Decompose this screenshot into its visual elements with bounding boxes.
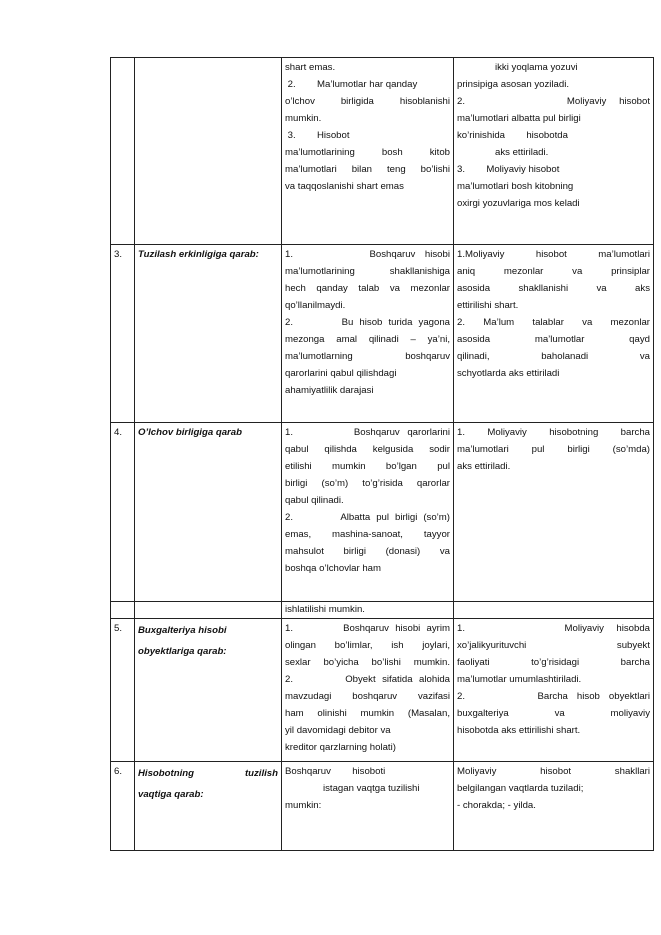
row-criterion: Hisobotning tuzilish vaqtiga qarab: (135, 762, 282, 851)
financial-accounting-cell: ikki yoqlama yozuvi prinsipiga asosan yoziladi. 2. Moliyaviy hisobot ma’lumotlari albatta pul birligi ko’rinishida hisobotda aks ettiriladi. 3. Moliyaviy hisobot ma’lumotlari bosh kitobning oxirgi yozuvlariga mos keladi (454, 58, 654, 245)
row-number (111, 602, 135, 619)
row-number: 4. (111, 423, 135, 602)
table-row (111, 762, 654, 851)
financial-accounting-cell: 1.Moliyaviy hisobot ma’lumotlari aniq mezonlar va prinsiplar asosida shakllanishi va aks ettirilishi shart. 2. Ma’lum talablar va mezonlar asosida ma’lumotlar qayd qilinadi, baholanadi va schyotlarda aks ettiriladi (454, 245, 654, 423)
row-number (111, 58, 135, 245)
financial-accounting-cell: 1. Moliyaviy hisobotning barcha ma’lumotlari pul birligi (so’mda) aks ettiriladi. (454, 423, 654, 602)
comparison-table (110, 57, 654, 851)
management-accounting-cell: shart emas. 2. Ma’lumotlar har qanday o’lchov birligida hisoblanishi mumkin. 3. Hisobot ma’lumotlarining bosh kitob ma’lumotlari bilan teng bo’lishi va taqqoslanishi shart emas (282, 58, 454, 245)
table-row (111, 245, 654, 423)
row-number: 6. (111, 762, 135, 851)
document-page (110, 57, 653, 851)
management-accounting-cell: 1. Boshqaruv hisobi ayrim olingan bo’limlar, ish joylari, sexlar bo’yicha bo’lishi mumkin. 2. Obyekt sifatida alohida mavzudagi boshqaruv vazifasi ham olinishi mumkin (Masalan, yil davomidagi debitor va kreditor qarzlarning holati) (282, 619, 454, 762)
management-accounting-cell: 1. Boshqaruv qarorlarini qabul qilishda kelgusida sodir etilishi mumkin bo’lgan pul birligi (so’m) to’g’risida qarorlar qabul qilinadi. 2. Albatta pul birligi (so’m) emas, mashina-sanoat, tayyor mahsulot birligi (donasi) va boshqa o’lchovlar ham (282, 423, 454, 602)
table-row (111, 423, 654, 602)
management-accounting-cell: 1. Boshqaruv hisobi ma’lumotlarining shakllanishiga hech qanday talab va mezonlar qo’llanilmaydi. 2. Bu hisob turida yagona mezonga amal qilinadi – ya’ni, ma’lumotlarning boshqaruv qarorlarini qabul qilishdagi ahamiyatlilik darajasi (282, 245, 454, 423)
financial-accounting-cell: Moliyaviy hisobot shakllari belgilangan vaqtlarda tuziladi; - chorakda; - yilda. (454, 762, 654, 851)
table-row (111, 619, 654, 762)
management-accounting-cell: Boshqaruv hisoboti istagan vaqtga tuzilishi mumkin: (282, 762, 454, 851)
row-criterion: Tuzilash erkinligiga qarab: (135, 245, 282, 423)
row-criterion (135, 602, 282, 619)
management-accounting-cell: ishlatilishi mumkin. (282, 602, 454, 619)
row-number: 5. (111, 619, 135, 762)
row-number: 3. (111, 245, 135, 423)
table-row (111, 602, 654, 619)
financial-accounting-cell (454, 602, 654, 619)
row-criterion (135, 58, 282, 245)
table-row (111, 58, 654, 245)
financial-accounting-cell: 1. Moliyaviy hisobda xo’jalikyurituvchi subyekt faoliyati to’g’risidagi barcha ma’lumotlar umumlashtiriladi. 2. Barcha hisob obyektlari buxgalteriya va moliyaviy hisobotda aks ettirilishi shart. (454, 619, 654, 762)
row-criterion: Buxgalteriya hisobi obyektlariga qarab: (135, 619, 282, 762)
row-criterion: O’lchov birligiga qarab (135, 423, 282, 602)
